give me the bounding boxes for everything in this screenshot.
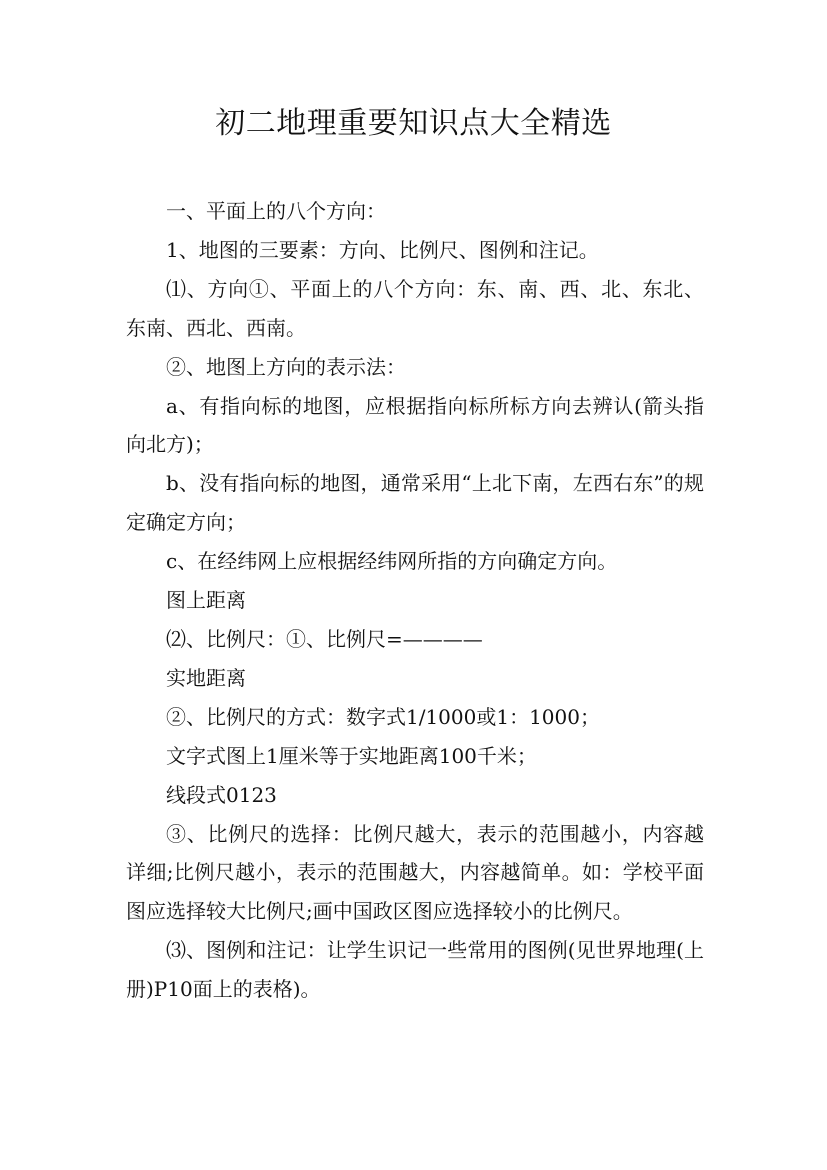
document-body: [126, 192, 704, 1009]
paragraph-direction-a: a、有指向标的地图，应根据指向标所标方向去辨认(箭头指向北方)；: [126, 393, 704, 457]
paragraph-direction-b: b、没有指向标的地图，通常采用“上北下南，左西右东”的规定确定方向；: [126, 471, 704, 535]
paragraph-eight-directions: ⑴、方向①、平面上的八个方向：东、南、西、北、东北、东南、西北、西南。: [126, 276, 704, 340]
paragraph-scale-line-form: 线段式0123: [166, 782, 277, 807]
paragraph-scale-text-form: 文字式图上1厘米等于实地距离100千米；: [166, 743, 537, 768]
paragraph-legend-notes: ⑶、图例和注记：让学生识记一些常用的图例(见世界地理(上册)P10面上的表格)。: [126, 938, 704, 1002]
paragraph-section-heading: 一、平面上的八个方向：: [166, 199, 386, 223]
paragraph-scale-denominator: 实地距离: [166, 665, 246, 690]
paragraph-direction-methods: ②、地图上方向的表示法：: [166, 354, 406, 379]
paragraph-scale-numerator: 图上距离: [166, 588, 246, 613]
paragraph-scale-formula: ⑵、比例尺：①、比例尺=————: [166, 626, 483, 651]
paragraph-direction-c: c、在经纬网上应根据经纬网所指的方向确定方向。: [166, 549, 618, 574]
document-title: 初二地理重要知识点大全精选: [215, 106, 612, 141]
paragraph-map-elements: 1、地图的三要素：方向、比例尺、图例和注记。: [166, 237, 599, 262]
paragraph-scale-numeric-form: ②、比例尺的方式：数字式1/1000或1：1000；: [166, 704, 600, 729]
paragraph-scale-selection: ③、比例尺的选择：比例尺越大，表示的范围越小，内容越详细;比例尺越小，表示的范围越大，内容越简单。如：学校平面图应选择较大比例尺;画中国政区图应选择较小的比例尺。: [126, 821, 704, 924]
